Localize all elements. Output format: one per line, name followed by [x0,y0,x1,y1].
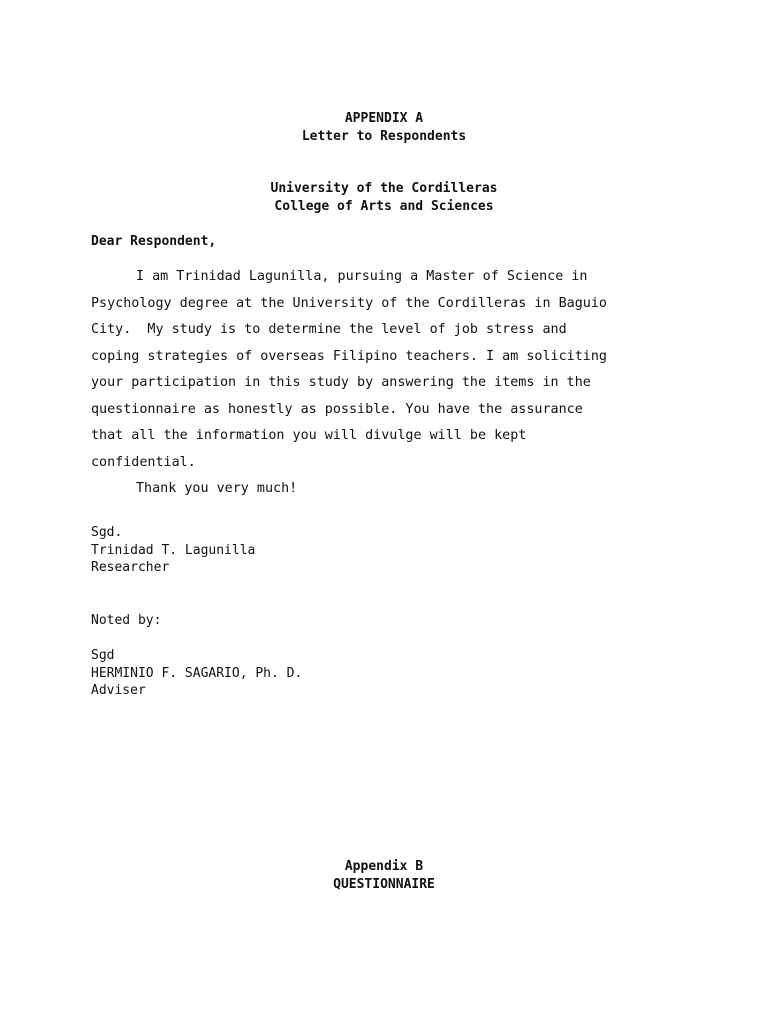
body-line: that all the information you will divulge will be kept [91,428,527,443]
body-line: your participation in this study by answering the items in the [91,375,591,390]
signature-role: Researcher [91,560,170,575]
salutation-text: Dear Respondent, [91,234,217,249]
noted-by [91,612,691,630]
salutation [91,233,691,251]
adviser-name: HERMINIO F. SAGARIO, Ph. D. [91,665,303,681]
appendix-b-subtitle: QUESTIONNAIRE [333,876,435,892]
appendix-b-heading [0,858,768,893]
appendix-a-heading [0,110,768,145]
appendix-a-subtitle: Letter to Respondents [301,128,467,144]
signature-sgd: Sgd. [91,525,123,540]
appendix-a-title: APPENDIX A [344,111,424,126]
adviser-signature [91,647,691,700]
adviser-sgd: Sgd [91,648,115,663]
body-line: coping strategies of overseas Filipino teachers. I am soliciting [91,348,607,364]
body-line: questionnaire as honestly as possible. You have the assurance [91,401,583,417]
body-line: I am Trinidad Lagunilla, pursuing a Master of Science in [136,269,588,284]
body-line: confidential. [91,454,196,470]
body-line: City. My study is to determine the level of job stress and [91,322,567,337]
closing-line: Thank you very much! [136,481,298,496]
body-line: Psychology degree at the University of the Cordilleras in Baguio [91,295,607,311]
adviser-role: Adviser [91,683,146,698]
researcher-signature [91,524,691,577]
signature-name: Trinidad T. Lagunilla [91,542,256,558]
noted-label: Noted by: [91,613,162,628]
university-name: University of the Cordilleras [270,181,498,196]
letter-body [91,264,691,503]
appendix-b-title: Appendix B [344,859,424,874]
institution-heading [0,180,768,215]
college-name: College of Arts and Sciences [274,198,494,214]
